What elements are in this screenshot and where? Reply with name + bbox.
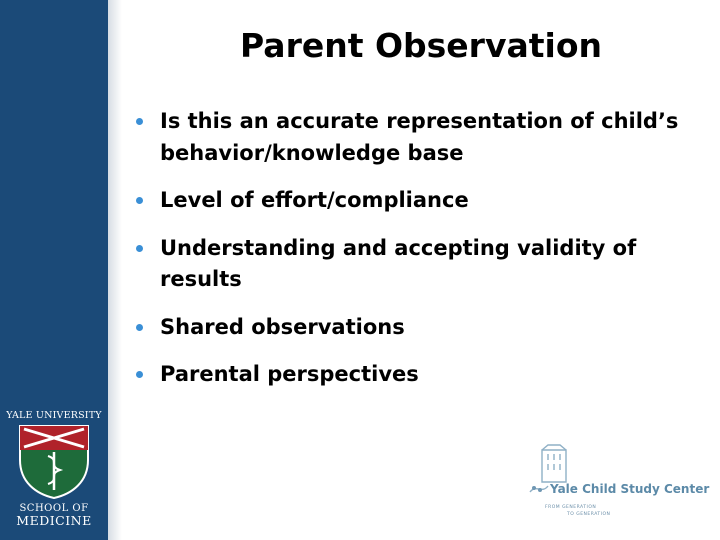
- bullet-item: [136, 233, 696, 296]
- child-study-center-tagline-2: TO GENERATION: [567, 512, 611, 517]
- bullet-dot-icon: [136, 118, 143, 125]
- bullet-list: [136, 106, 696, 407]
- bullet-dot-icon: [136, 371, 143, 378]
- bullet-text: Parental perspectives: [160, 362, 419, 386]
- bullet-item: [136, 359, 696, 391]
- bullet-dot-icon: [136, 197, 143, 204]
- bullet-text: Shared observations: [160, 314, 405, 339]
- school-of-label: SCHOOL OF: [19, 503, 89, 514]
- child-study-center-tagline-1: FROM GENERATION: [545, 505, 597, 510]
- bullet-item: [136, 185, 696, 217]
- bullet-text: Is this an accurate representation of child’s behavior/knowledge base: [160, 109, 679, 165]
- bullet-dot-icon: [136, 324, 143, 331]
- child-study-center-name: Yale Child Study Center: [550, 482, 710, 496]
- school-of-medicine-wordmark: [0, 503, 108, 528]
- yale-medicine-shield-icon: [14, 424, 94, 500]
- slide-title: Parent Observation: [240, 26, 602, 65]
- bullet-text: Level of effort/compliance: [160, 188, 469, 212]
- bullet-dot-icon: [136, 245, 143, 252]
- medicine-label: MEDICINE: [16, 513, 92, 528]
- bullet-item: [136, 312, 696, 344]
- bullet-text: Understanding and accepting validity of results: [160, 235, 637, 291]
- sidebar-shadow: [108, 0, 122, 540]
- bullet-item: [136, 106, 696, 169]
- yale-university-label: YALE UNIVERSITY: [6, 410, 102, 421]
